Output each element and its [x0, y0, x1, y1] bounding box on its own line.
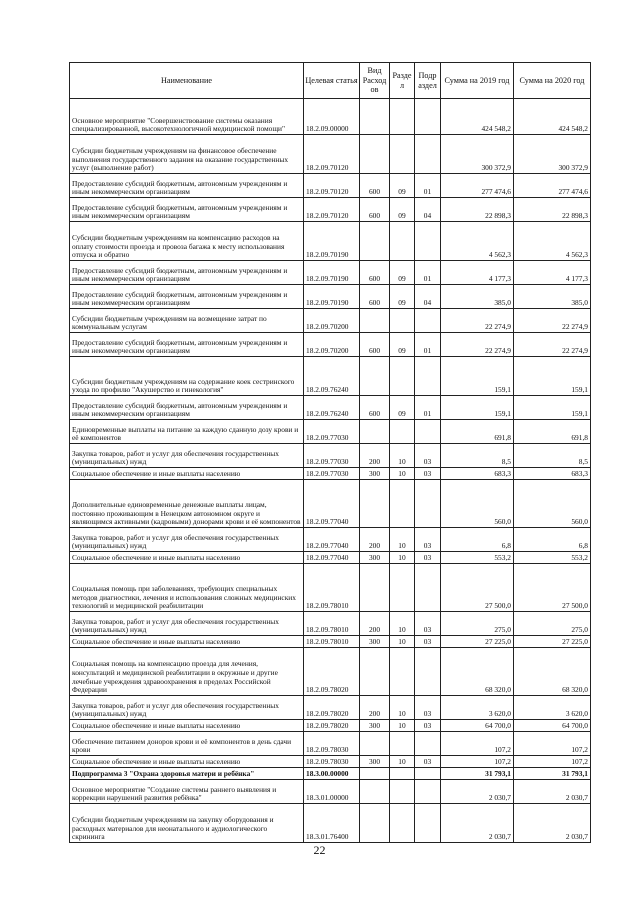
cell-section [390, 420, 415, 444]
table-row [70, 552, 591, 564]
cell-sum2019: 277 474,6 [441, 174, 514, 198]
table-body [70, 99, 591, 843]
cell-code: 18.2.09.70120 [304, 135, 360, 174]
cell-type: 600 [360, 198, 390, 222]
table-header-row [70, 63, 591, 99]
table-row [70, 480, 591, 528]
table-row [70, 636, 591, 648]
cell-type [360, 648, 390, 696]
table-row [70, 285, 591, 309]
cell-sum2020: 107,2 [514, 756, 591, 768]
cell-sum2019: 31 793,1 [441, 768, 514, 780]
cell-subsection: 01 [415, 174, 441, 198]
cell-name: Дополнительные единовременные денежные выплаты лицам, постоянно проживающим в Ненецком автономном округе и являющимся активными (кадровыми) донорами крови и её компонентов [70, 480, 304, 528]
cell-sum2020: 275,0 [514, 612, 591, 636]
cell-sum2020: 159,1 [514, 396, 591, 420]
cell-name: Единовременные выплаты на питание за каждую сданную дозу крови и её компонентов [70, 420, 304, 444]
cell-sum2020: 4 177,3 [514, 261, 591, 285]
cell-name: Субсидии бюджетным учреждениям на финансовое обеспечение выполнения государственного задания на оказание государственных услуг (выполнение работ) [70, 135, 304, 174]
cell-name: Социальное обеспечение и иные выплаты населению [70, 552, 304, 564]
cell-section [390, 480, 415, 528]
cell-type: 200 [360, 444, 390, 468]
cell-subsection: 03 [415, 720, 441, 732]
header-section: Разде л [390, 63, 415, 99]
cell-sum2019: 4 562,3 [441, 222, 514, 261]
cell-code: 18.2.09.70200 [304, 333, 360, 357]
cell-sum2019: 300 372,9 [441, 135, 514, 174]
cell-sum2019: 553,2 [441, 552, 514, 564]
cell-code: 18.2.09.78030 [304, 756, 360, 768]
cell-section [390, 357, 415, 396]
cell-section: 09 [390, 174, 415, 198]
cell-name: Закупка товаров, работ и услуг для обеспечения государственных (муниципальных) нужд [70, 612, 304, 636]
cell-subsection [415, 99, 441, 135]
cell-section: 09 [390, 261, 415, 285]
cell-subsection [415, 732, 441, 756]
cell-type [360, 135, 390, 174]
cell-code: 18.2.09.78010 [304, 564, 360, 612]
cell-type [360, 564, 390, 612]
cell-sum2020: 8,5 [514, 444, 591, 468]
header-sum-2020: Сумма на 2020 год [514, 63, 591, 99]
cell-subsection [415, 135, 441, 174]
cell-type [360, 357, 390, 396]
cell-subsection: 03 [415, 612, 441, 636]
cell-subsection: 03 [415, 444, 441, 468]
cell-section: 10 [390, 720, 415, 732]
cell-section [390, 564, 415, 612]
header-type: Вид Расход ов [360, 63, 390, 99]
table-row [70, 804, 591, 843]
cell-name: Субсидии бюджетным учреждениям на закупку оборудования и расходных материалов для неонатального и аудиологического скрининга [70, 804, 304, 843]
cell-code: 18.2.09.76240 [304, 396, 360, 420]
cell-sum2019: 22 274,9 [441, 309, 514, 333]
cell-type: 300 [360, 756, 390, 768]
cell-type: 600 [360, 396, 390, 420]
table-row [70, 198, 591, 222]
cell-sum2019: 2 030,7 [441, 780, 514, 804]
cell-name: Субсидии бюджетным учреждениям на содержание коек сестринского ухода по профилю "Акушерство и гинекология" [70, 357, 304, 396]
cell-type: 300 [360, 552, 390, 564]
cell-subsection: 04 [415, 285, 441, 309]
cell-subsection: 03 [415, 468, 441, 480]
cell-code: 18.2.09.77040 [304, 552, 360, 564]
table-row [70, 720, 591, 732]
cell-name: Субсидии бюджетным учреждениям на компенсацию расходов на оплату стоимости проезда и провоза багажа к месту использования отпуска и обратно [70, 222, 304, 261]
cell-code: 18.2.09.78020 [304, 696, 360, 720]
cell-code: 18.2.09.00000 [304, 99, 360, 135]
cell-code: 18.2.09.77040 [304, 528, 360, 552]
header-name: Наименование [70, 63, 304, 99]
cell-sum2020: 300 372,9 [514, 135, 591, 174]
table-row [70, 396, 591, 420]
cell-sum2020: 22 898,3 [514, 198, 591, 222]
cell-sum2019: 6,8 [441, 528, 514, 552]
table-row [70, 468, 591, 480]
budget-table [69, 62, 591, 843]
header-sum-2019: Сумма на 2019 год [441, 63, 514, 99]
header-subsection: Подр аздел [415, 63, 441, 99]
table-row [70, 261, 591, 285]
cell-section: 10 [390, 636, 415, 648]
table-row [70, 333, 591, 357]
cell-type [360, 768, 390, 780]
cell-section [390, 804, 415, 843]
table-row [70, 696, 591, 720]
cell-subsection: 03 [415, 696, 441, 720]
cell-name: Предоставление субсидий бюджетным, автономным учреждениям и иным некоммерческим организациям [70, 261, 304, 285]
cell-sum2019: 159,1 [441, 396, 514, 420]
cell-name: Предоставление субсидий бюджетным, автономным учреждениям и иным некоммерческим организациям [70, 285, 304, 309]
cell-code: 18.2.09.70120 [304, 198, 360, 222]
table-row [70, 99, 591, 135]
cell-sum2019: 683,3 [441, 468, 514, 480]
cell-sum2019: 560,0 [441, 480, 514, 528]
cell-section: 10 [390, 612, 415, 636]
cell-name: Социальное обеспечение и иные выплаты населению [70, 468, 304, 480]
cell-name: Обеспечение питанием доноров крови и её компонентов в день сдачи крови [70, 732, 304, 756]
table-row [70, 420, 591, 444]
cell-name: Предоставление субсидий бюджетным, автономным учреждениям и иным некоммерческим организациям [70, 396, 304, 420]
cell-sum2019: 159,1 [441, 357, 514, 396]
cell-name: Субсидии бюджетным учреждениям на возмещение затрат по коммунальным услугам [70, 309, 304, 333]
cell-name: Социальное обеспечение и иные выплаты населению [70, 636, 304, 648]
cell-sum2020: 683,3 [514, 468, 591, 480]
cell-subsection: 04 [415, 198, 441, 222]
cell-sum2019: 3 620,0 [441, 696, 514, 720]
cell-type: 600 [360, 261, 390, 285]
table-row [70, 732, 591, 756]
header-target: Целевая статья [304, 63, 360, 99]
cell-sum2020: 107,2 [514, 732, 591, 756]
cell-type [360, 222, 390, 261]
cell-code: 18.2.09.78030 [304, 732, 360, 756]
cell-section: 09 [390, 198, 415, 222]
cell-sum2019: 68 320,0 [441, 648, 514, 696]
cell-type: 300 [360, 468, 390, 480]
cell-code: 18.2.09.78020 [304, 648, 360, 696]
cell-sum2020: 2 030,7 [514, 780, 591, 804]
cell-section [390, 99, 415, 135]
cell-subsection [415, 357, 441, 396]
cell-name: Основное мероприятие "Совершенствование системы оказания специализированной, высокотехнологичной медицинской помощи" [70, 99, 304, 135]
table-row [70, 648, 591, 696]
cell-section: 10 [390, 552, 415, 564]
cell-sum2020: 6,8 [514, 528, 591, 552]
cell-subsection [415, 768, 441, 780]
table-row [70, 612, 591, 636]
cell-name: Закупка товаров, работ и услуг для обеспечения государственных (муниципальных) нужд [70, 444, 304, 468]
table-row [70, 756, 591, 768]
cell-section: 10 [390, 528, 415, 552]
table-row [70, 444, 591, 468]
cell-sum2019: 2 030,7 [441, 804, 514, 843]
cell-sum2019: 275,0 [441, 612, 514, 636]
cell-subsection: 03 [415, 756, 441, 768]
cell-sum2019: 107,2 [441, 732, 514, 756]
cell-name: Предоставление субсидий бюджетным, автономным учреждениям и иным некоммерческим организациям [70, 333, 304, 357]
cell-code: 18.2.09.78010 [304, 636, 360, 648]
cell-sum2019: 22 274,9 [441, 333, 514, 357]
cell-code: 18.2.09.76240 [304, 357, 360, 396]
cell-code: 18.2.09.70200 [304, 309, 360, 333]
cell-code: 18.2.09.77040 [304, 480, 360, 528]
cell-name: Закупка товаров, работ и услуг для обеспечения государственных (муниципальных) нужд [70, 696, 304, 720]
table-row [70, 528, 591, 552]
cell-sum2020: 31 793,1 [514, 768, 591, 780]
cell-type [360, 309, 390, 333]
cell-code: 18.2.09.70120 [304, 174, 360, 198]
cell-name: Предоставление субсидий бюджетным, автономным учреждениям и иным некоммерческим организациям [70, 174, 304, 198]
cell-type: 300 [360, 636, 390, 648]
cell-code: 18.2.09.77030 [304, 468, 360, 480]
cell-section [390, 648, 415, 696]
cell-subsection: 01 [415, 396, 441, 420]
cell-sum2020: 4 562,3 [514, 222, 591, 261]
cell-name: Социальная помощь при заболеваниях, требующих специальных методов диагностики, лечения и использования сложных медицинских технологий и медицинской реабилитации [70, 564, 304, 612]
cell-subsection [415, 564, 441, 612]
cell-section: 09 [390, 396, 415, 420]
cell-type: 200 [360, 528, 390, 552]
cell-sum2019: 385,0 [441, 285, 514, 309]
cell-name: Закупка товаров, работ и услуг для обеспечения государственных (муниципальных) нужд [70, 528, 304, 552]
cell-name: Социальное обеспечение и иные выплаты населению [70, 756, 304, 768]
cell-subsection: 01 [415, 261, 441, 285]
cell-sum2019: 107,2 [441, 756, 514, 768]
cell-sum2020: 560,0 [514, 480, 591, 528]
cell-section [390, 309, 415, 333]
cell-subsection [415, 309, 441, 333]
cell-sum2020: 3 620,0 [514, 696, 591, 720]
cell-subsection [415, 480, 441, 528]
cell-subsection: 03 [415, 552, 441, 564]
cell-section [390, 732, 415, 756]
cell-type: 200 [360, 612, 390, 636]
cell-subsection [415, 804, 441, 843]
cell-sum2020: 27 225,0 [514, 636, 591, 648]
cell-sum2020: 68 320,0 [514, 648, 591, 696]
cell-sum2020: 385,0 [514, 285, 591, 309]
cell-name: Предоставление субсидий бюджетным, автономным учреждениям и иным некоммерческим организациям [70, 198, 304, 222]
cell-code: 18.2.09.78020 [304, 720, 360, 732]
cell-code: 18.3.01.00000 [304, 780, 360, 804]
cell-sum2020: 424 548,2 [514, 99, 591, 135]
page-number: 22 [313, 843, 326, 857]
cell-section: 10 [390, 444, 415, 468]
cell-type [360, 99, 390, 135]
table-row [70, 780, 591, 804]
cell-section: 09 [390, 333, 415, 357]
table-row [70, 357, 591, 396]
cell-type [360, 732, 390, 756]
cell-code: 18.2.09.70190 [304, 285, 360, 309]
cell-sum2019: 691,8 [441, 420, 514, 444]
cell-code: 18.2.09.77030 [304, 420, 360, 444]
cell-section: 10 [390, 696, 415, 720]
cell-sum2019: 22 898,3 [441, 198, 514, 222]
cell-name: Социальная помощь на компенсацию проезда для лечения, консультаций и медицинской реабилитации в окружные и другие лечебные учреждения здравоохранения в пределах Российской Федерации [70, 648, 304, 696]
cell-subsection [415, 222, 441, 261]
cell-section [390, 768, 415, 780]
cell-sum2020: 22 274,9 [514, 309, 591, 333]
cell-sum2020: 691,8 [514, 420, 591, 444]
cell-section: 09 [390, 285, 415, 309]
cell-subsection [415, 420, 441, 444]
cell-code: 18.2.09.78010 [304, 612, 360, 636]
cell-sum2019: 4 177,3 [441, 261, 514, 285]
cell-type: 600 [360, 174, 390, 198]
cell-type [360, 420, 390, 444]
cell-name: Основное мероприятие "Создание системы раннего выявления и коррекции нарушений развития ребёнка" [70, 780, 304, 804]
cell-section: 10 [390, 468, 415, 480]
cell-sum2020: 22 274,9 [514, 333, 591, 357]
cell-subsection [415, 780, 441, 804]
table-row [70, 309, 591, 333]
cell-code: 18.3.00.00000 [304, 768, 360, 780]
cell-sum2019: 27 225,0 [441, 636, 514, 648]
table-row [70, 222, 591, 261]
cell-subsection: 03 [415, 636, 441, 648]
cell-name: Подпрограмма 3 "Охрана здоровья матери и ребёнка" [70, 768, 304, 780]
cell-sum2019: 8,5 [441, 444, 514, 468]
cell-code: 18.2.09.70190 [304, 261, 360, 285]
cell-sum2020: 27 500,0 [514, 564, 591, 612]
cell-sum2020: 277 474,6 [514, 174, 591, 198]
cell-code: 18.3.01.76400 [304, 804, 360, 843]
cell-code: 18.2.09.70190 [304, 222, 360, 261]
cell-type: 300 [360, 720, 390, 732]
cell-type: 600 [360, 285, 390, 309]
cell-type [360, 804, 390, 843]
cell-sum2020: 64 700,0 [514, 720, 591, 732]
cell-name: Социальное обеспечение и иные выплаты населению [70, 720, 304, 732]
cell-section [390, 135, 415, 174]
cell-section [390, 222, 415, 261]
cell-section: 10 [390, 756, 415, 768]
cell-type [360, 480, 390, 528]
cell-sum2020: 2 030,7 [514, 804, 591, 843]
cell-type: 200 [360, 696, 390, 720]
table-row [70, 174, 591, 198]
cell-sum2019: 27 500,0 [441, 564, 514, 612]
cell-sum2020: 159,1 [514, 357, 591, 396]
table-row [70, 564, 591, 612]
cell-sum2019: 424 548,2 [441, 99, 514, 135]
cell-type: 600 [360, 333, 390, 357]
cell-subsection: 03 [415, 528, 441, 552]
cell-sum2020: 553,2 [514, 552, 591, 564]
cell-code: 18.2.09.77030 [304, 444, 360, 468]
table-row [70, 768, 591, 780]
table-row [70, 135, 591, 174]
cell-type [360, 780, 390, 804]
cell-section [390, 780, 415, 804]
cell-subsection: 01 [415, 333, 441, 357]
cell-subsection [415, 648, 441, 696]
cell-sum2019: 64 700,0 [441, 720, 514, 732]
